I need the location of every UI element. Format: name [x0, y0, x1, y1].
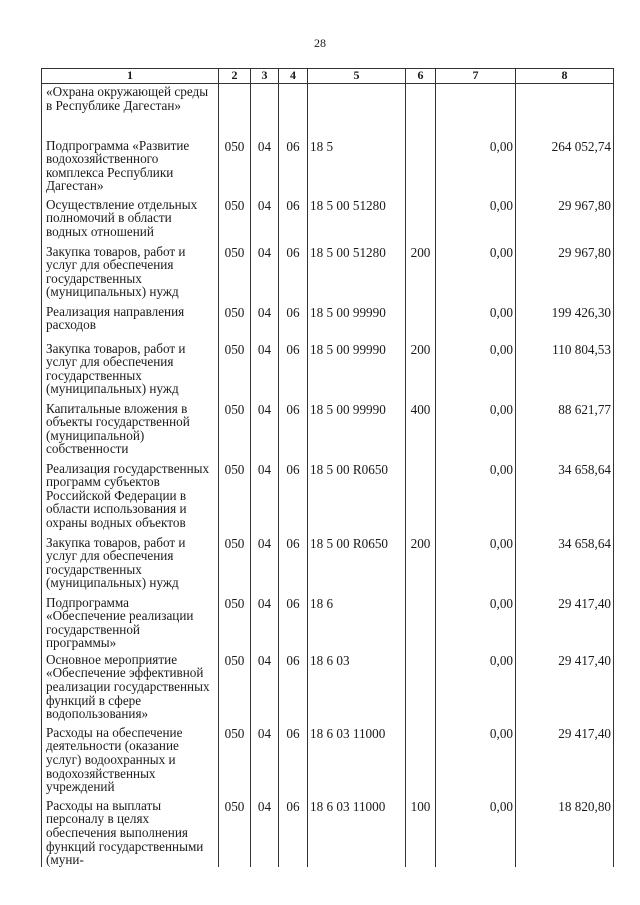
row-section: 04	[251, 339, 279, 399]
row-col7: 0,00	[436, 242, 516, 302]
header-col-8: 8	[516, 69, 614, 84]
row-amount: 29 417,40	[516, 650, 614, 723]
row-name: Подпрограмма «Обеспечение реализации государственной программы»	[42, 593, 219, 650]
row-amount: 199 426,30	[516, 302, 614, 339]
table-row	[42, 195, 614, 242]
row-amount: 110 804,53	[516, 339, 614, 399]
row-type: 200	[406, 533, 436, 593]
row-target: 18 5 00 R0650	[308, 533, 406, 593]
row-name: Реализация направления расходов	[42, 302, 219, 339]
row-subsection: 06	[279, 650, 308, 723]
row-target: 18 6	[308, 593, 406, 650]
row-target: 18 6 03 11000	[308, 723, 406, 796]
row-amount: 29 967,80	[516, 242, 614, 302]
row-amount: 88 621,77	[516, 399, 614, 459]
header-col-5: 5	[308, 69, 406, 84]
row-amount: 264 052,74	[516, 136, 614, 195]
table-row	[42, 302, 614, 339]
row-col7: 0,00	[436, 650, 516, 723]
table-row	[42, 339, 614, 399]
row-ministry: 050	[219, 136, 251, 195]
row-ministry: 050	[219, 796, 251, 867]
row-name: «Охрана окружающей среды в Республике Дагестан»	[42, 84, 219, 136]
row-section: 04	[251, 195, 279, 242]
row-subsection: 06	[279, 242, 308, 302]
header-row	[42, 69, 614, 84]
row-type: 100	[406, 796, 436, 867]
header-col-2: 2	[219, 69, 251, 84]
row-col7: 0,00	[436, 302, 516, 339]
row-target: 18 6 03 11000	[308, 796, 406, 867]
row-section: 04	[251, 533, 279, 593]
page-number: 28	[314, 36, 326, 50]
row-ministry: 050	[219, 195, 251, 242]
row-ministry: 050	[219, 533, 251, 593]
row-ministry: 050	[219, 302, 251, 339]
row-target	[308, 84, 406, 136]
row-type	[406, 136, 436, 195]
row-target: 18 6 03	[308, 650, 406, 723]
row-name: Капитальные вложения в объекты государственной (муниципальной) собственности	[42, 399, 219, 459]
row-subsection: 06	[279, 796, 308, 867]
row-col7: 0,00	[436, 459, 516, 533]
row-target: 18 5 00 R0650	[308, 459, 406, 533]
row-name: Реализация государственных программ субъектов Российской Федерации в области использования и охраны водных объектов	[42, 459, 219, 533]
table-header	[42, 69, 614, 84]
row-amount: 29 417,40	[516, 723, 614, 796]
row-col7: 0,00	[436, 593, 516, 650]
row-subsection: 06	[279, 593, 308, 650]
table-row	[42, 723, 614, 796]
row-col7: 0,00	[436, 339, 516, 399]
row-ministry: 050	[219, 593, 251, 650]
budget-table	[41, 68, 614, 867]
row-target: 18 5 00 51280	[308, 242, 406, 302]
row-col7: 0,00	[436, 399, 516, 459]
table-row	[42, 84, 614, 136]
row-type: 200	[406, 242, 436, 302]
row-name: Закупка товаров, работ и услуг для обеспечения государственных (муниципальных) нужд	[42, 339, 219, 399]
table-row	[42, 399, 614, 459]
row-amount: 34 658,64	[516, 459, 614, 533]
row-target: 18 5 00 99990	[308, 339, 406, 399]
row-type	[406, 459, 436, 533]
row-amount: 29 967,80	[516, 195, 614, 242]
row-subsection: 06	[279, 195, 308, 242]
row-target: 18 5 00 99990	[308, 399, 406, 459]
row-target: 18 5 00 51280	[308, 195, 406, 242]
table-row	[42, 459, 614, 533]
table-row	[42, 593, 614, 650]
table-row	[42, 242, 614, 302]
row-col7: 0,00	[436, 533, 516, 593]
row-type: 200	[406, 339, 436, 399]
row-ministry	[219, 84, 251, 136]
row-subsection: 06	[279, 339, 308, 399]
row-name: Закупка товаров, работ и услуг для обеспечения государственных (муниципальных) нужд	[42, 533, 219, 593]
row-name: Основное мероприятие «Обеспечение эффективной реализации государственных функций в сфере водопользования»	[42, 650, 219, 723]
row-target: 18 5	[308, 136, 406, 195]
row-target: 18 5 00 99990	[308, 302, 406, 339]
row-section: 04	[251, 593, 279, 650]
row-section: 04	[251, 399, 279, 459]
row-ministry: 050	[219, 650, 251, 723]
row-type	[406, 650, 436, 723]
header-col-4: 4	[279, 69, 308, 84]
row-section: 04	[251, 136, 279, 195]
row-subsection	[279, 84, 308, 136]
row-ministry: 050	[219, 723, 251, 796]
row-type	[406, 195, 436, 242]
row-subsection: 06	[279, 302, 308, 339]
row-subsection: 06	[279, 723, 308, 796]
row-section	[251, 84, 279, 136]
table-row	[42, 650, 614, 723]
row-col7: 0,00	[436, 723, 516, 796]
row-section: 04	[251, 459, 279, 533]
row-col7: 0,00	[436, 195, 516, 242]
row-name: Закупка товаров, работ и услуг для обеспечения государственных (муниципальных) нужд	[42, 242, 219, 302]
row-ministry: 050	[219, 339, 251, 399]
header-col-1: 1	[42, 69, 219, 84]
row-subsection: 06	[279, 533, 308, 593]
row-type: 400	[406, 399, 436, 459]
header-col-3: 3	[251, 69, 279, 84]
row-amount: 34 658,64	[516, 533, 614, 593]
row-name: Осуществление отдельных полномочий в области водных отношений	[42, 195, 219, 242]
row-subsection: 06	[279, 459, 308, 533]
row-name: Расходы на выплаты персоналу в целях обеспечения выполнения функций государственными (муни-	[42, 796, 219, 867]
row-section: 04	[251, 796, 279, 867]
row-amount: 18 820,80	[516, 796, 614, 867]
header-col-6: 6	[406, 69, 436, 84]
row-name: Подпрограмма «Развитие водохозяйственного комплекса Республики Дагестан»	[42, 136, 219, 195]
row-amount: 29 417,40	[516, 593, 614, 650]
row-col7: 0,00	[436, 796, 516, 867]
row-section: 04	[251, 242, 279, 302]
row-type	[406, 302, 436, 339]
row-subsection: 06	[279, 399, 308, 459]
row-type	[406, 84, 436, 136]
row-subsection: 06	[279, 136, 308, 195]
row-ministry: 050	[219, 459, 251, 533]
row-amount	[516, 84, 614, 136]
row-section: 04	[251, 723, 279, 796]
row-section: 04	[251, 650, 279, 723]
row-col7: 0,00	[436, 136, 516, 195]
row-ministry: 050	[219, 242, 251, 302]
header-col-7: 7	[436, 69, 516, 84]
row-name: Расходы на обеспечение деятельности (оказание услуг) водоохранных и водохозяйственных учреждений	[42, 723, 219, 796]
row-section: 04	[251, 302, 279, 339]
table-body	[42, 84, 614, 867]
row-type	[406, 723, 436, 796]
row-ministry: 050	[219, 399, 251, 459]
row-col7	[436, 84, 516, 136]
table-row	[42, 796, 614, 867]
row-type	[406, 593, 436, 650]
table-row	[42, 533, 614, 593]
table-row	[42, 136, 614, 195]
